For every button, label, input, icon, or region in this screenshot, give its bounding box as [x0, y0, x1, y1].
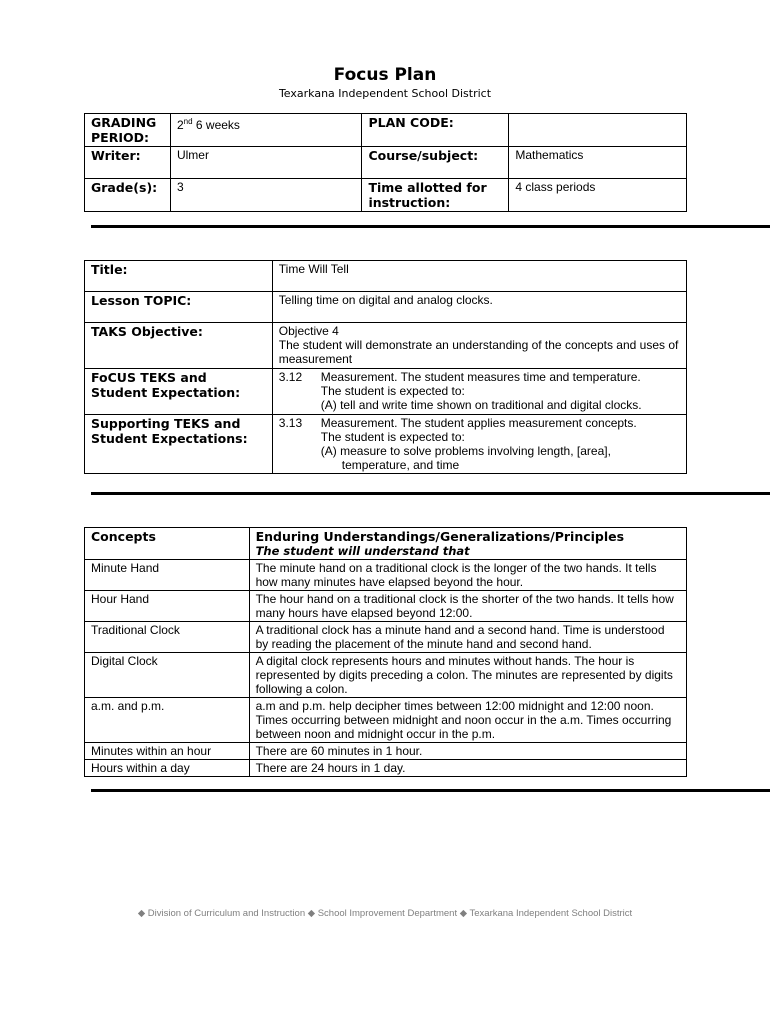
concept-understanding: A traditional clock has a minute hand and a second hand. Time is understood by reading the placement of the minute hand and second hand.: [249, 622, 686, 653]
focus-teks-value: [272, 369, 686, 415]
document-title: Focus Plan: [333, 65, 437, 85]
course-subject-label: Course/subject:: [362, 147, 509, 179]
understandings-header-title: Enduring Understandings/Generalizations/Principles: [255, 529, 625, 544]
grades-value: 3: [170, 179, 361, 212]
section-divider: [91, 789, 770, 792]
document-subtitle: Texarkana Independent School District: [278, 87, 492, 100]
concept-name: a.m. and p.m.: [85, 698, 250, 743]
section-divider: [91, 492, 770, 495]
supporting-teks-code: 3.13: [278, 416, 303, 430]
concept-row: [85, 653, 687, 698]
supporting-teks-item-a: (A) measure to solve problems involving length, [area],: [320, 444, 611, 458]
concepts-header: Concepts: [85, 528, 250, 560]
concept-name: Traditional Clock: [85, 622, 250, 653]
taks-objective-text: The student will demonstrate an understanding of the concepts and uses of measurement: [278, 338, 679, 366]
lesson-topic-value: Telling time on digital and analog clocks.: [272, 292, 686, 323]
writer-label: Writer:: [85, 147, 171, 179]
concept-understanding: There are 24 hours in 1 day.: [249, 760, 686, 777]
focus-teks-code: 3.12: [278, 370, 303, 384]
plan-code-label: PLAN CODE:: [362, 114, 509, 147]
concept-understanding: The minute hand on a traditional clock is the longer of the two hands. It tells how many minutes have elapsed beyond the hour.: [249, 560, 686, 591]
focus-teks-expected: The student is expected to:: [320, 384, 465, 398]
plan-code-value: [509, 114, 687, 147]
supporting-teks-text: Measurement. The student applies measurement concepts.: [320, 416, 637, 430]
focus-teks-text: Measurement. The student measures time and temperature.: [320, 370, 641, 384]
supporting-teks-item-b: temperature, and time: [341, 458, 460, 472]
concept-row: [85, 743, 687, 760]
time-allotted-label: Time allotted for instruction:: [362, 179, 509, 212]
time-allotted-value: 4 class periods: [509, 179, 687, 212]
concept-row: [85, 698, 687, 743]
concept-row: [85, 560, 687, 591]
taks-objective-number: Objective 4: [278, 324, 339, 338]
concept-understanding: A digital clock represents hours and minutes without hands. The hour is represented by digits preceding a colon. The minutes are represented by digits following a colon.: [249, 653, 686, 698]
lesson-title-value: Time Will Tell: [272, 261, 686, 292]
supporting-teks-expected: The student is expected to:: [320, 430, 465, 444]
focus-teks-label: FoCUS TEKS and Student Expectation:: [85, 369, 273, 415]
lesson-table: [84, 260, 687, 474]
supporting-teks-value: [272, 415, 686, 474]
concept-row: [85, 760, 687, 777]
concept-name: Hours within a day: [85, 760, 250, 777]
concepts-table: [84, 527, 687, 777]
concept-understanding: There are 60 minutes in 1 hour.: [249, 743, 686, 760]
taks-objective-label: TAKS Objective:: [85, 323, 273, 369]
section-divider: [91, 225, 770, 228]
concept-name: Minutes within an hour: [85, 743, 250, 760]
concept-understanding: a.m and p.m. help decipher times between 12:00 midnight and 12:00 noon. Times occurring between midnight and noon occur in the a.m. Times occurring between noon and midnight occur in the p.m.: [249, 698, 686, 743]
grades-label: Grade(s):: [85, 179, 171, 212]
concept-understanding: The hour hand on a traditional clock is the shorter of the two hands. It tells how many hours have elapsed beyond 12:00.: [249, 591, 686, 622]
writer-value: Ulmer: [170, 147, 361, 179]
concept-name: Hour Hand: [85, 591, 250, 622]
concept-name: Digital Clock: [85, 653, 250, 698]
course-subject-value: Mathematics: [509, 147, 687, 179]
concept-row: [85, 622, 687, 653]
lesson-title-label: Title:: [85, 261, 273, 292]
page-footer: ◆ Division of Curriculum and Instruction ◆ School Improvement Department ◆ Texarkana Independent School District: [137, 908, 633, 919]
focus-teks-item: (A) tell and write time shown on traditional and digital clocks.: [320, 398, 642, 412]
understandings-subheader: The student will understand that: [255, 544, 470, 558]
concept-name: Minute Hand: [85, 560, 250, 591]
grading-period-value: 2nd 6 weeks: [170, 114, 361, 147]
concept-row: [85, 591, 687, 622]
supporting-teks-label: Supporting TEKS and Student Expectations:: [85, 415, 273, 474]
plan-header-table: [84, 113, 687, 212]
taks-objective-value: [272, 323, 686, 369]
lesson-topic-label: Lesson TOPIC:: [85, 292, 273, 323]
grading-period-label: GRADING PERIOD:: [85, 114, 171, 147]
understandings-header: [249, 528, 686, 560]
